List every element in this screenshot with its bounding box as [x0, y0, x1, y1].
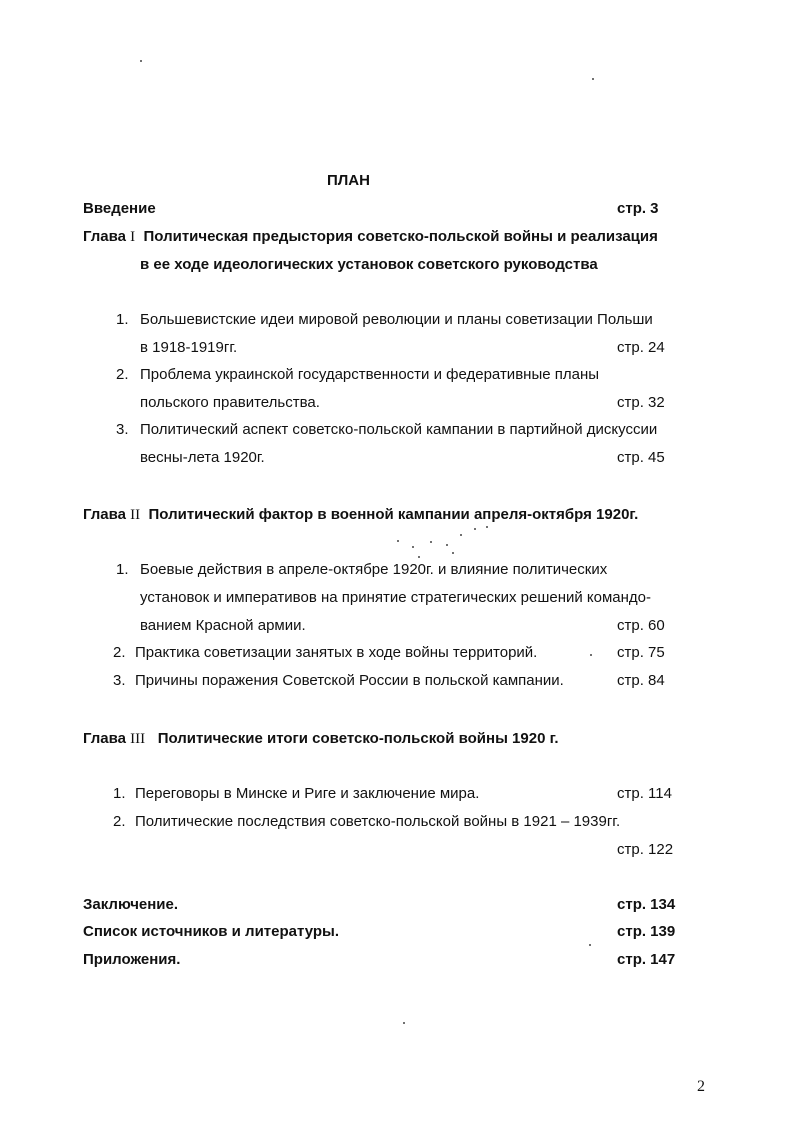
ch2-item1-num: 1.	[116, 561, 129, 578]
ch2-item2-line1: Практика советизации занятых в ходе войны территорий.	[135, 644, 538, 661]
ch1-item3-page: стр. 45	[617, 449, 665, 466]
ch2-item3-num: 3.	[113, 672, 126, 689]
chapter2-roman: II	[130, 507, 141, 523]
chapter3-roman: III	[130, 731, 146, 747]
chapter3-heading	[83, 730, 559, 748]
conclusion-page: стр. 134	[617, 896, 676, 913]
ch1-item1-line2: в 1918-1919гг.	[140, 339, 238, 356]
chapter1-roman: I	[130, 229, 136, 245]
chapter2-prefix: Глава	[83, 506, 126, 523]
ch3-item2-num: 2.	[113, 813, 126, 830]
ch3-item1-page: стр. 114	[617, 785, 672, 802]
ch2-item3-line1: Причины поражения Советской России в польской кампании.	[135, 672, 564, 689]
chapter1-heading	[83, 228, 658, 246]
ch1-item2-num: 2.	[116, 366, 129, 383]
chapter3-title: Политические итоги советско-польской войны 1920 г.	[157, 730, 559, 747]
intro-page: стр. 3	[617, 200, 659, 217]
ch1-item2-line2: польского правительства.	[140, 394, 320, 411]
appendix-label: Приложения.	[83, 951, 181, 968]
sources-label: Список источников и литературы.	[83, 923, 339, 940]
ch1-item1-line1: Большевистские идеи мировой революции и планы советизации Польши	[140, 311, 653, 328]
chapter2-title: Политический фактор в военной кампании апреля-октября 1920г.	[148, 506, 639, 523]
ch2-item1-page: стр. 60	[617, 617, 665, 634]
ch1-item1-num: 1.	[116, 311, 129, 328]
ch1-item2-page: стр. 32	[617, 394, 665, 411]
ch3-item2-page: стр. 122	[617, 841, 674, 858]
ch1-item1-page: стр. 24	[617, 339, 665, 356]
ch1-item3-num: 3.	[116, 421, 129, 438]
chapter1-prefix: Глава	[83, 228, 126, 245]
sources-page: стр. 139	[617, 923, 676, 940]
ch2-item2-page: стр. 75	[617, 644, 665, 661]
ch2-item1-line1: Боевые действия в апреле-октябре 1920г. и влияние политических	[140, 561, 608, 578]
page-number: 2	[697, 1078, 705, 1095]
chapter1-title-line2: в ее ходе идеологических установок советского руководства	[140, 256, 598, 273]
ch1-item2-line1: Проблема украинской государственности и федеративные планы	[140, 366, 600, 383]
ch1-item3-line1: Политический аспект советско-польской кампании в партийной дискуссии	[140, 421, 658, 438]
page-title: ПЛАН	[327, 172, 370, 189]
chapter3-prefix: Глава	[83, 730, 126, 747]
ch2-item1-line2: установок и императивов на принятие стратегических решений командо-	[140, 589, 652, 606]
ch3-item2-line1: Политические последствия советско-польской войны в 1921 – 1939гг.	[135, 813, 621, 830]
ch1-item3-line2: весны-лета 1920г.	[140, 449, 265, 466]
ch3-item1-num: 1.	[113, 785, 126, 802]
ch2-item1-line3: ванием Красной армии.	[140, 617, 306, 634]
chapter1-title-line1: Политическая предыстория советско-польской войны и реализация	[143, 228, 658, 245]
ch2-item2-num: 2.	[113, 644, 126, 661]
conclusion-label: Заключение.	[83, 896, 179, 913]
intro-label: Введение	[83, 200, 156, 217]
chapter2-heading	[83, 506, 638, 524]
ch3-item1-line1: Переговоры в Минске и Риге и заключение мира.	[135, 785, 480, 802]
ch2-item3-page: стр. 84	[617, 672, 665, 689]
appendix-page: стр. 147	[617, 951, 676, 968]
